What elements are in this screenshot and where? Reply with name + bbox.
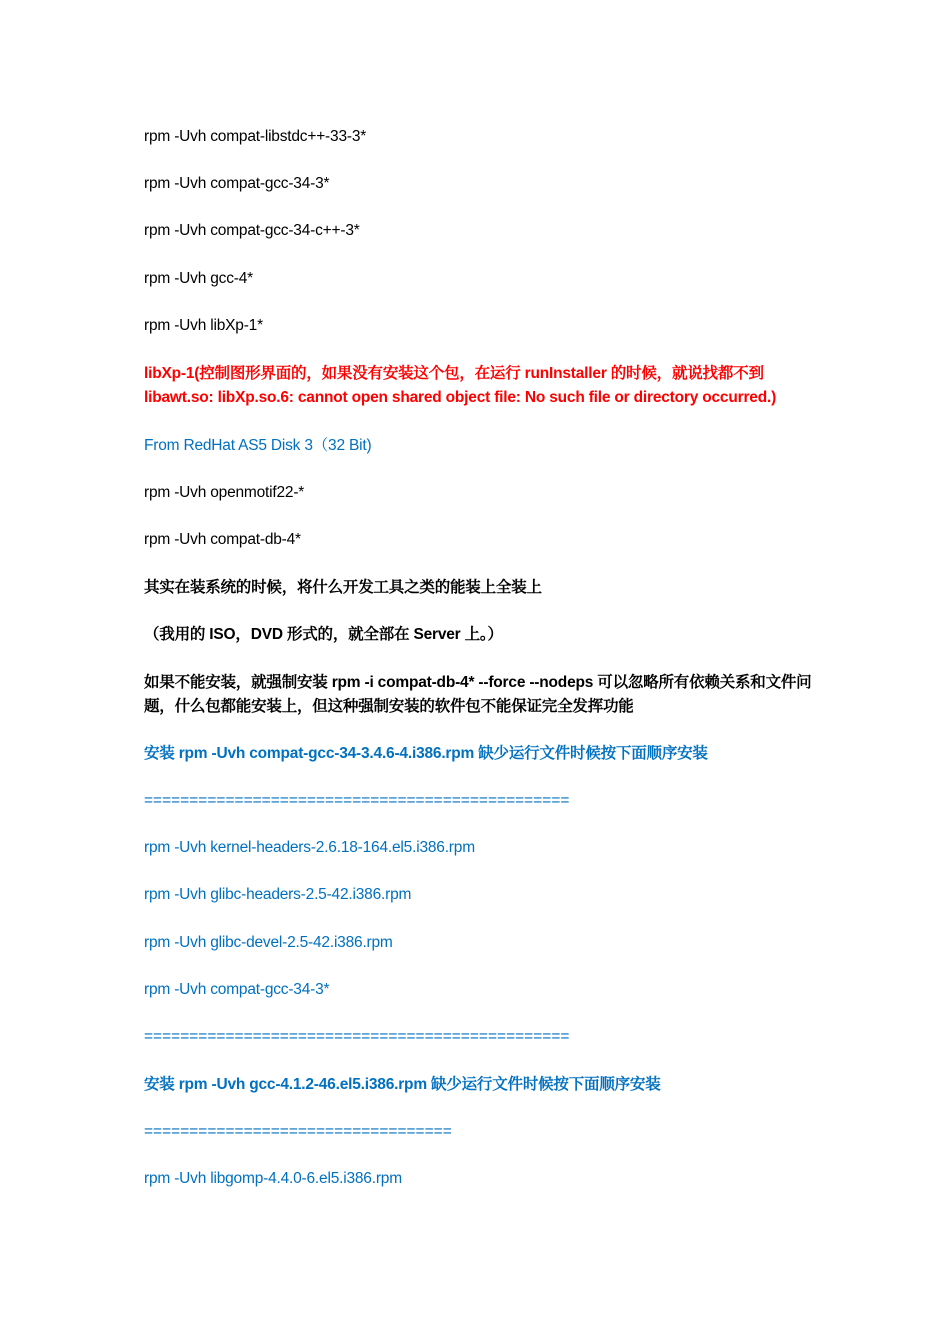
command-line: rpm -Uvh compat-db-4* — [144, 531, 301, 548]
tip-text: （我用的 ISO，DVD 形式的，就全部在 Server 上。） — [144, 626, 503, 643]
command-line: rpm -Uvh compat-libstdc++-33-3* — [144, 128, 367, 145]
command-line: rpm -Uvh openmotif22-* — [144, 484, 305, 501]
separator: =============================================== — [144, 1028, 570, 1045]
command-line: rpm -Uvh compat-gcc-34-3* — [144, 175, 330, 192]
warning-note: libXp-1(控制图形界面的，如果没有安装这个包，在运行 runInstaller 的时候，就说找都不到 libawt.so: libXp.so.6: cannot open shared object file: No such file or directory occurred.) — [144, 365, 777, 406]
command-line: rpm -Uvh compat-gcc-34-3* — [144, 981, 330, 998]
command-line: rpm -Uvh gcc-4* — [144, 270, 253, 287]
command-line: rpm -Uvh glibc-devel-2.5-42.i386.rpm — [144, 934, 393, 951]
force-install-note: 如果不能安装，就强制安装 rpm -i compat-db-4* --force --nodeps 可以忽略所有依赖关系和文件问题，什么包都能安装上，但这种强制安装的软件包不能保证完全发挥功能 — [144, 674, 812, 715]
separator: =============================================== — [144, 792, 570, 809]
source-note: From RedHat AS5 Disk 3（32 Bit) — [144, 437, 372, 454]
tip-text: 其实在装系统的时候，将什么开发工具之类的能装上全装上 — [144, 579, 542, 596]
command-line: rpm -Uvh compat-gcc-34-c++-3* — [144, 222, 360, 239]
section-heading: 安装 rpm -Uvh compat-gcc-34-3.4.6-4.i386.rpm 缺少运行文件时候按下面顺序安装 — [144, 745, 708, 762]
command-line: rpm -Uvh libXp-1* — [144, 317, 263, 334]
section-heading: 安装 rpm -Uvh gcc-4.1.2-46.el5.i386.rpm 缺少运行文件时候按下面顺序安装 — [144, 1076, 661, 1093]
command-line: rpm -Uvh glibc-headers-2.5-42.i386.rpm — [144, 886, 412, 903]
separator: ================================== — [144, 1123, 452, 1140]
command-line: rpm -Uvh libgomp-4.4.0-6.el5.i386.rpm — [144, 1170, 402, 1187]
command-line: rpm -Uvh kernel-headers-2.6.18-164.el5.i386.rpm — [144, 839, 475, 856]
